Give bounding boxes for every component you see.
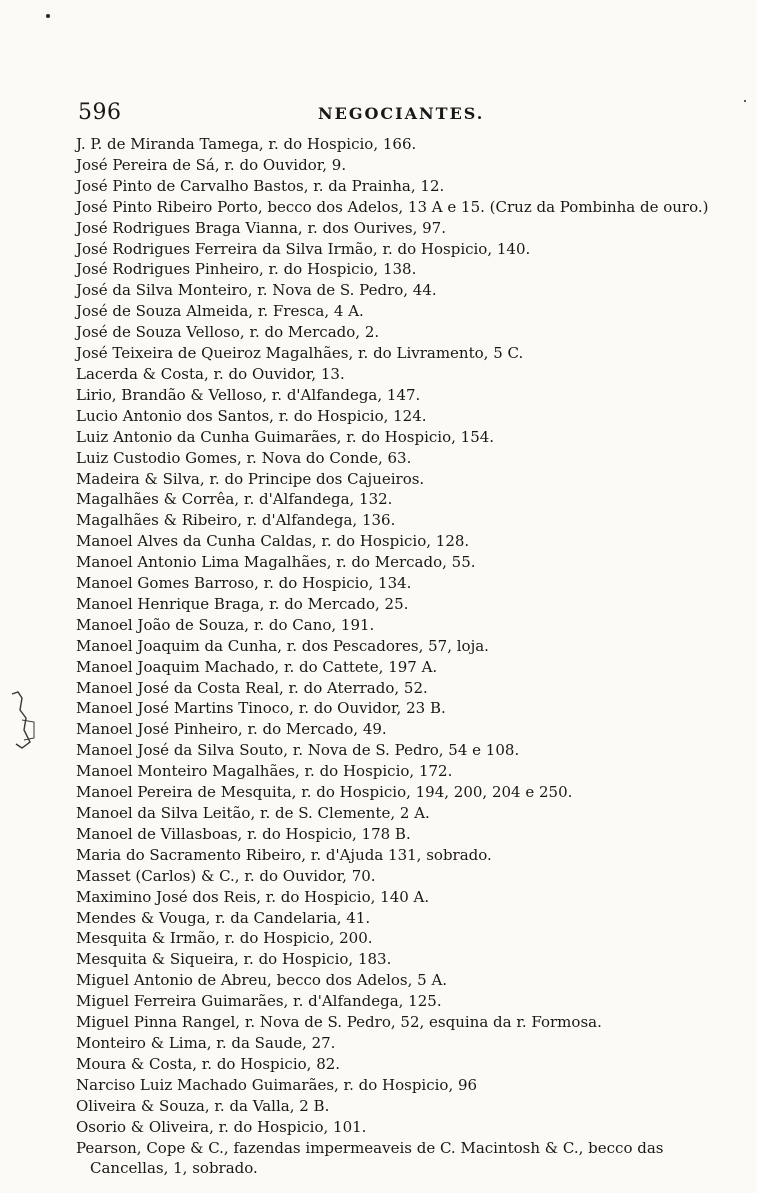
directory-entry: José Pereira de Sá, r. do Ouvidor, 9. <box>76 155 347 174</box>
directory-entry: Manoel José Pinheiro, r. do Mercado, 49. <box>76 720 387 739</box>
section-title: NEGOCIANTES. <box>318 104 485 123</box>
directory-entry: Monteiro & Lima, r. da Saude, 27. <box>76 1033 336 1052</box>
directory-entry: Magalhães & Corrêa, r. d'Alfandega, 132. <box>76 490 393 509</box>
directory-entry: Manoel José da Silva Souto, r. Nova de S. Pedro, 54 e 108. <box>76 741 520 760</box>
directory-entry: Manoel Pereira de Mesquita, r. do Hospicio, 194, 200, 204 e 250. <box>76 783 573 802</box>
directory-entry: Mesquita & Siqueira, r. do Hospicio, 183. <box>76 950 392 969</box>
directory-entry: José Rodrigues Braga Vianna, r. dos Ourives, 97. <box>76 218 446 237</box>
directory-entry: Manoel Joaquim da Cunha, r. dos Pescadores, 57, loja. <box>76 636 489 655</box>
page-number: 596 <box>78 100 122 125</box>
merchant-directory-list <box>76 134 712 1179</box>
directory-entry: Luiz Antonio da Cunha Guimarães, r. do Hospicio, 154. <box>76 427 495 446</box>
binding-mark <box>8 690 38 750</box>
directory-entry: Oliveira & Souza, r. da Valla, 2 B. <box>76 1096 330 1115</box>
directory-entry: Manoel José da Costa Real, r. do Aterrado, 52. <box>76 678 428 697</box>
directory-entry: Manoel Antonio Lima Magalhães, r. do Mercado, 55. <box>76 553 476 572</box>
directory-entry: Maximino José dos Reis, r. do Hospicio, 140 A. <box>76 887 430 906</box>
directory-entry: José Teixeira de Queiroz Magalhães, r. do Livramento, 5 C. <box>76 344 524 363</box>
page-header <box>78 100 698 130</box>
directory-entry: Manoel João de Souza, r. do Cano, 191. <box>76 615 375 634</box>
directory-entry: Miguel Antonio de Abreu, becco dos Adelos, 5 A. <box>76 971 448 990</box>
directory-entry: Lacerda & Costa, r. do Ouvidor, 13. <box>76 364 345 383</box>
directory-entry: Manoel de Villasboas, r. do Hospicio, 178 B. <box>76 824 411 843</box>
directory-entry: José Pinto Ribeiro Porto, becco dos Adelos, 13 A e 15. (Cruz da Pombinha de ouro.) <box>76 197 709 216</box>
directory-entry: José de Souza Almeida, r. Fresca, 4 A. <box>76 302 364 321</box>
directory-entry: José da Silva Monteiro, r. Nova de S. Pedro, 44. <box>76 281 437 300</box>
directory-entry: Osorio & Oliveira, r. do Hospicio, 101. <box>76 1117 367 1136</box>
directory-entry: J. P. de Miranda Tamega, r. do Hospicio, 166. <box>76 135 417 153</box>
directory-entry: Lirio, Brandão & Velloso, r. d'Alfandega, 147. <box>76 385 421 404</box>
directory-entry: Masset (Carlos) & C., r. do Ouvidor, 70. <box>76 866 376 885</box>
directory-entry: Manoel Henrique Braga, r. do Mercado, 25. <box>76 594 409 613</box>
directory-entry: José Pinto de Carvalho Bastos, r. da Prainha, 12. <box>76 176 445 195</box>
directory-entry: José de Souza Velloso, r. do Mercado, 2. <box>76 323 380 342</box>
ink-speck <box>46 14 50 18</box>
directory-entry: José Rodrigues Pinheiro, r. do Hospicio, 138. <box>76 260 417 279</box>
directory-entry: Miguel Ferreira Guimarães, r. d'Alfandega, 125. <box>76 992 442 1011</box>
directory-entry: Magalhães & Ribeiro, r. d'Alfandega, 136. <box>76 511 396 530</box>
directory-entry: Miguel Pinna Rangel, r. Nova de S. Pedro, 52, esquina da r. Formosa. <box>76 1013 602 1032</box>
directory-entry: Manoel Gomes Barroso, r. do Hospicio, 134. <box>76 574 412 593</box>
directory-entry: Maria do Sacramento Ribeiro, r. d'Ajuda 131, sobrado. <box>76 845 492 864</box>
directory-entry: Lucio Antonio dos Santos, r. do Hospicio, 124. <box>76 406 427 425</box>
directory-entry: Manoel Alves da Cunha Caldas, r. do Hospicio, 128. <box>76 532 470 551</box>
ink-speck <box>744 100 746 102</box>
directory-entry: Mendes & Vouga, r. da Candelaria, 41. <box>76 908 371 927</box>
directory-entry: Mesquita & Irmão, r. do Hospicio, 200. <box>76 929 373 948</box>
directory-entry: Manoel Joaquim Machado, r. do Cattete, 197 A. <box>76 657 438 676</box>
directory-entry: Manoel José Martins Tinoco, r. do Ouvidor, 23 B. <box>76 699 446 718</box>
directory-entry: Luiz Custodio Gomes, r. Nova do Conde, 63. <box>76 448 412 467</box>
directory-entry: Narciso Luiz Machado Guimarães, r. do Hospicio, 96 <box>76 1075 478 1094</box>
directory-entry: Pearson, Cope & C., fazendas impermeaveis de C. Macintosh & C., becco das Cancellas, 1, sobrado. <box>76 1138 664 1178</box>
directory-entry: Madeira & Silva, r. do Principe dos Cajueiros. <box>76 469 425 488</box>
directory-entry: Manoel Monteiro Magalhães, r. do Hospicio, 172. <box>76 762 453 781</box>
directory-entry: Moura & Costa, r. do Hospicio, 82. <box>76 1054 341 1073</box>
directory-entry: José Rodrigues Ferreira da Silva Irmão, r. do Hospicio, 140. <box>76 239 531 258</box>
directory-entry: Manoel da Silva Leitão, r. de S. Clemente, 2 A. <box>76 804 430 822</box>
